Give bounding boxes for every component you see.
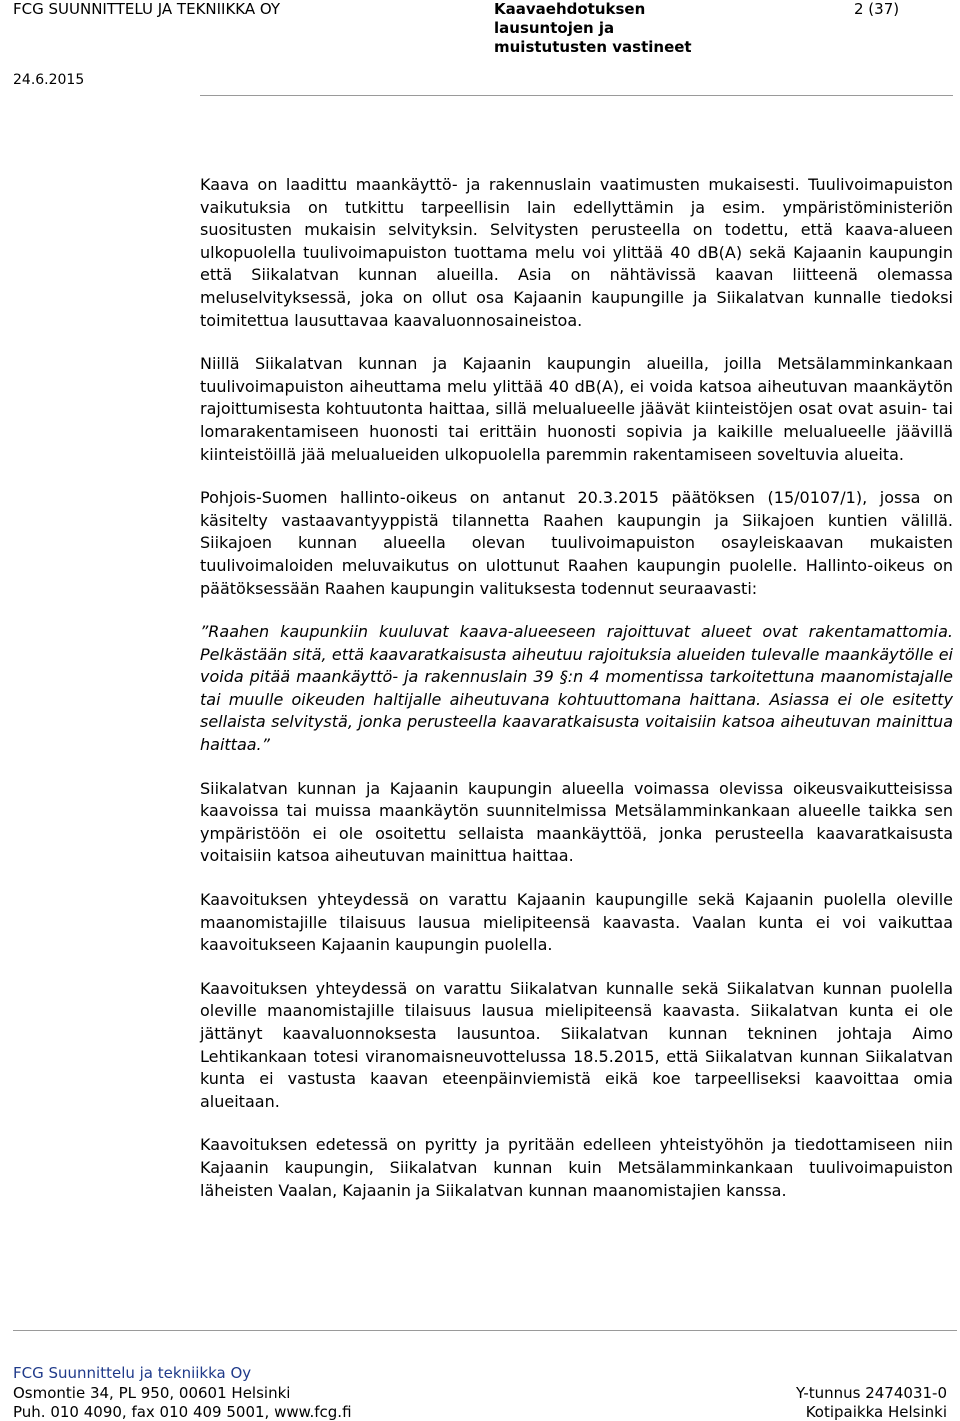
footer-address: Osmontie 34, PL 950, 00601 Helsinki [13, 1384, 291, 1402]
court-quote: ”Raahen kaupunkiin kuuluvat kaava-alueeseen rajoittuvat alueet ovat rakentamattomia. Pelkästään sitä, että kaavaratkaisusta aiheutuu rajoituksia alueiden tulevalle maankäytölle ei voida pitää maankäyttö- ja rakennuslain 39 §:n 4 momentissa tarkoitettuna maanomistajalle tai muulle oikeuden haltijalle aiheutuvana kohtuuttomana haittana. Asiassa ei ole esitetty sellaista selvitystä, jonka perusteella kaavaratkaisusta voitaisiin katsoa aiheutuvan mainittua haittaa.” [200, 622, 953, 755]
header-company: FCG SUUNNITTELU JA TEKNIIKKA OY [13, 0, 281, 18]
paragraph-1: Kaava on laadittu maankäyttö- ja rakennuslain vaatimusten mukaisesti. Tuulivoimapuiston vaikutuksia on tutkittu tarpeellisin lain edellyttämin ja esim. ympäristöministeriön suositusten mukaisin selvityksin. Selvitysten perusteella on todettu, että kaava-alueen ulkopuolella tuulivoimapuiston tuottama melu voi ylittää 40 dB(A) sekä Kajaanin kaupungin että Siikalatvan kunnan alueilla. Asia on nähtävissä kaavan liitteenä olemassa meluselvityksessä, joka on ollut osa Kajaanin kaupungille ja Siikalatvan kunnalle tiedoksi toimitettua lausuttavaa kaavaluonnosaineistoa. [200, 175, 953, 330]
footer-divider [13, 1330, 957, 1331]
footer-domicile: Kotipaikka Helsinki [805, 1403, 947, 1421]
header-document-title: Kaavaehdotuksen lausuntojen ja muistutusten vastineet [494, 0, 692, 56]
paragraph-3: Pohjois-Suomen hallinto-oikeus on antanut 20.3.2015 päätöksen (15/0107/1), jossa on käsitelty vastaavantyyppistä tilannetta Raahen kaupungin ja Siikajoen kuntien välillä. Siikajoen kunnan alueella olevan tuulivoimapuiston osayleiskaavan mukaisten tuulivoimaloiden meluvaikutus on ulottunut Raahen kaupungin puolelle. Hallinto-oikeus on päätöksessään Raahen kaupungin valituksesta todennut seuraavasti: [200, 488, 953, 598]
paragraph-7: Kaavoituksen yhteydessä on varattu Siikalatvan kunnalle sekä Siikalatvan kunnan puolella oleville maanomistajille tilaisuus lausua mielipiteensä kaavasta. Siikalatvan kunta ei ole jättänyt kaavaluonnoksesta lausuntoa. Siikalatvan kunnan tekninen johtaja Aimo Lehtikankaan totesi viranomaisneuvottelussa 18.5.2015, että Siikalatvan kunnan Siikalatvan kunta ei vastusta kaavan eteenpäinviemistä eikä koe tarpeelliseksi kaavoittaa omia alueitaan. [200, 978, 953, 1111]
paragraph-5: Siikalatvan kunnan ja Kajaanin kaupungin alueella voimassa olevissa oikeusvaikutteisissa kaavoissa tai muissa maankäytön suunnitelmissa Metsälamminkankaan alueelle taikka sen ympäristöön ei ole osoitettu sellaista maankäyttöä, jonka perusteella kaavaratkaisusta voitaisiin katsoa aiheutuvan mainittua haittaa. [200, 778, 953, 866]
header-date: 24.6.2015 [13, 72, 85, 88]
header-divider [200, 95, 953, 96]
page-number: 2 (37) [854, 0, 900, 18]
footer-business-id: Y-tunnus 2474031-0 [795, 1384, 947, 1402]
page-footer [0, 1330, 960, 1421]
footer-contact: Puh. 010 4090, fax 010 409 5001, www.fcg.fi [13, 1403, 352, 1421]
footer-company: FCG Suunnittelu ja tekniikka Oy [13, 1364, 252, 1382]
paragraph-2: Niillä Siikalatvan kunnan ja Kajaanin kaupungin alueilla, joilla Metsälamminkankaan tuulivoimapuiston aiheuttama melu ylittää 40 dB(A), ei voida katsoa aiheutuvan maankäytön rajoittumisesta kohtuutonta haittaa, sillä melualueelle jäävät kiinteistöjen osat ovat asuin- tai lomarakentamiseen huonosti tai erittäin huonosti sopivia ja kaikille melualueelle jäävillä kiinteistöillä jää melualueiden ulkopuolella paremmin rakentamiseen soveltuvia alueita. [200, 354, 953, 464]
page-header [0, 0, 960, 110]
document-body [200, 174, 953, 1223]
paragraph-6: Kaavoituksen yhteydessä on varattu Kajaanin kaupungille sekä Kajaanin puolella oleville maanomistajille tilaisuus lausua mielipiteensä kaavasta. Vaalan kunta ei voi vaikuttaa kaavoitukseen Kajaanin kaupungin puolella. [200, 890, 953, 955]
paragraph-8: Kaavoituksen edetessä on pyritty ja pyritään edelleen yhteistyöhön ja tiedottamiseen niin Kajaanin kaupungin, Siikalatvan kunnan kuin Metsälamminkankaan tuulivoimapuiston läheisten Vaalan, Kajaanin ja Siikalatvan kunnan maanomistajien kanssa. [200, 1135, 953, 1200]
